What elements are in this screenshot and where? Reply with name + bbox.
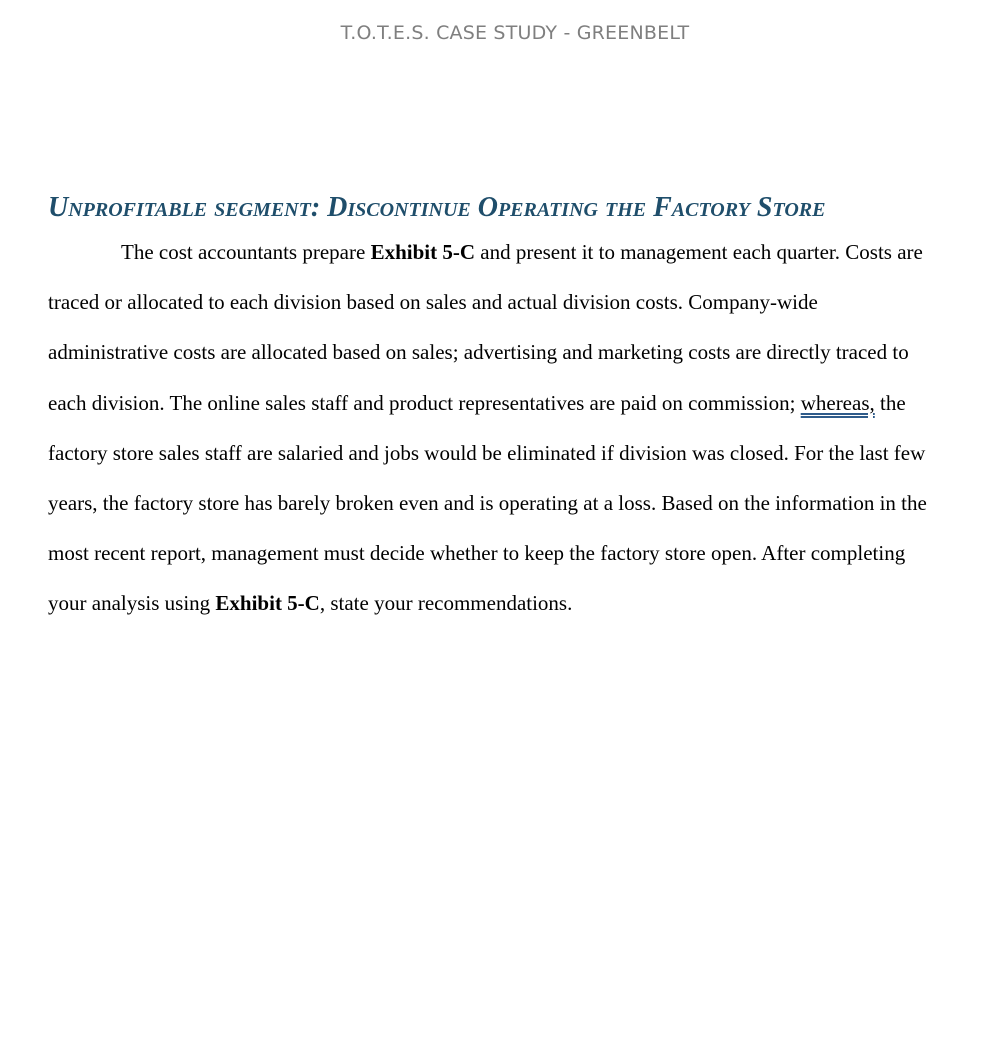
section-heading: Unprofitable segment: Discontinue Operating the Factory Store	[48, 192, 826, 223]
body-paragraph[interactable]	[48, 227, 938, 629]
paragraph-text-4: , state your recommendations.	[319, 591, 573, 616]
exhibit-reference: Exhibit 5-C	[370, 240, 475, 264]
grammar-flagged-word[interactable]: whereas,	[800, 390, 875, 415]
paragraph-text-1: The cost accountants prepare	[121, 240, 371, 264]
paragraph-text-2: and present it to management each quarter. Costs are traced or allocated to each division based on sales and actual division costs. Company-wide administrative costs are allocated based on sales; advertising and marketing costs are directly traced to each division. The online sales staff and product representatives are paid on commission;	[48, 240, 923, 415]
running-header: T.O.T.E.S. CASE STUDY - GREENBELT	[340, 22, 690, 44]
paragraph-text-3: the factory store sales staff are salaried and jobs would be eliminated if division was closed. For the last few years, the factory store has barely broken even and is operating at a loss. Based on the information in the most recent report, management must decide whether to keep the factory store open. After completing your analysis using	[48, 390, 927, 616]
exhibit-reference-2: Exhibit 5-C	[215, 591, 320, 616]
